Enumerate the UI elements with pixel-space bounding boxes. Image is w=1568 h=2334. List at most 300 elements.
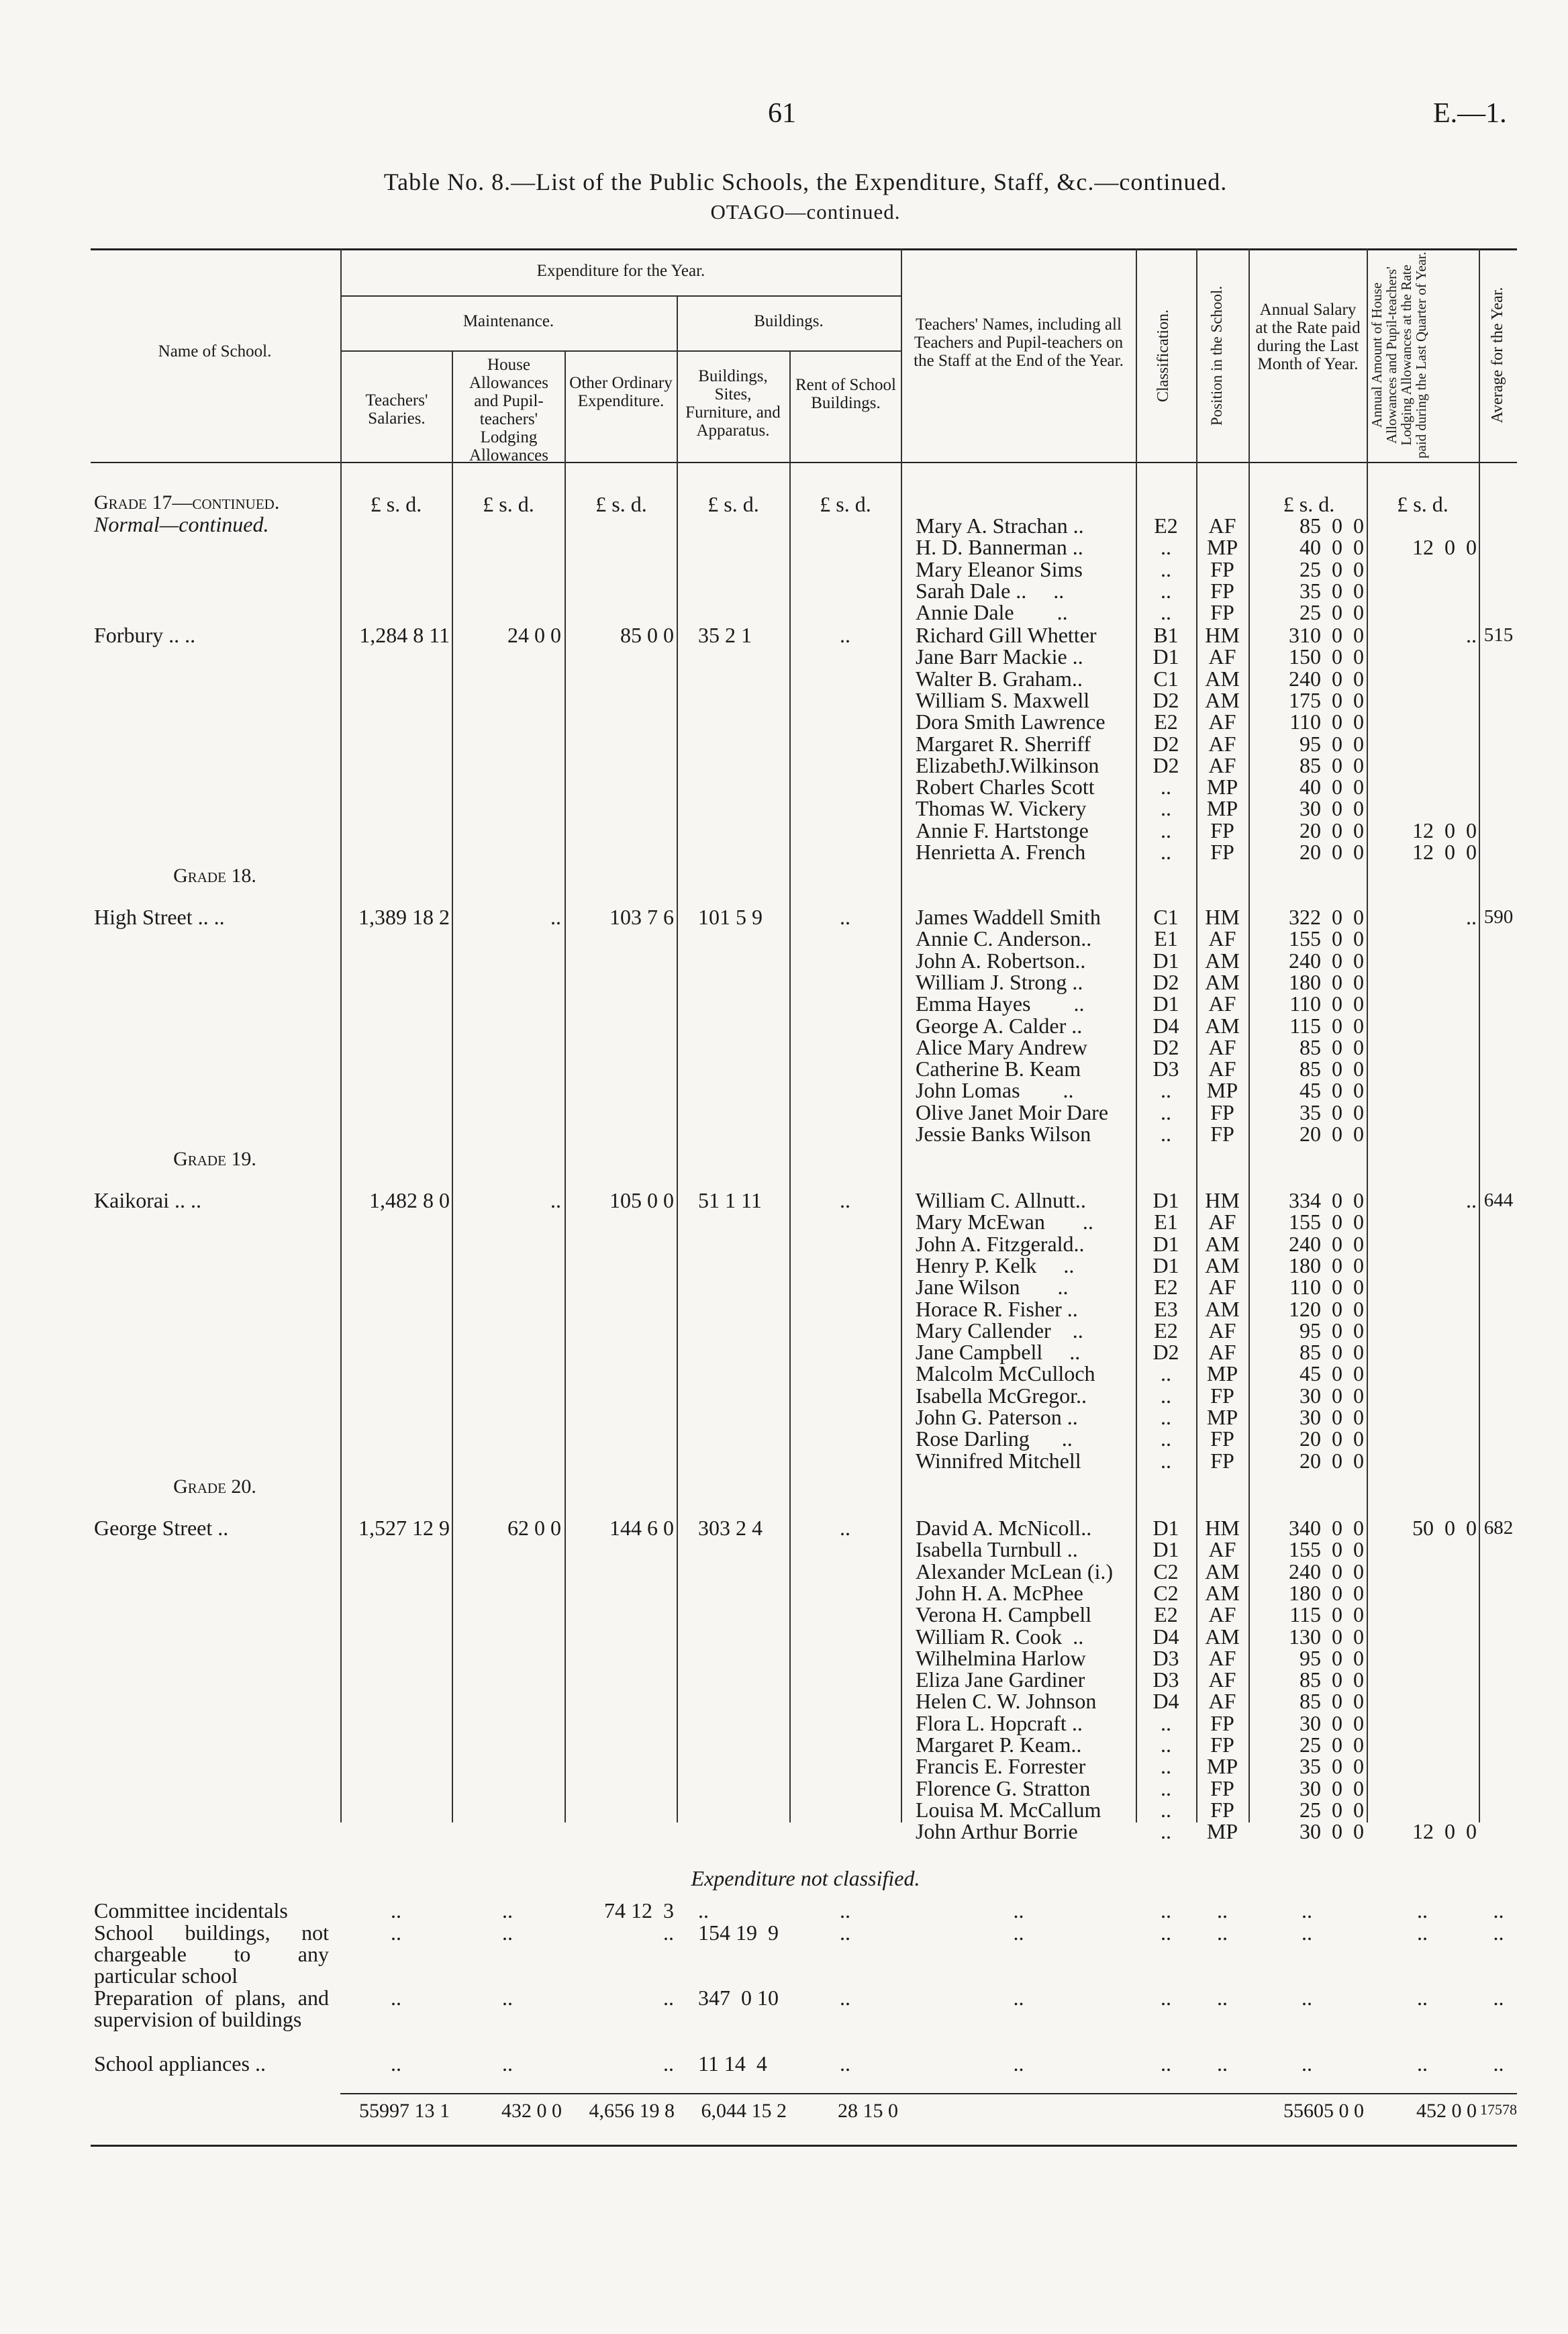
teacher-annual-salary: 25 0 0 (1300, 556, 1364, 581)
header-name-of-school: Name of School. (158, 342, 272, 360)
teacher-classification: .. (1161, 1710, 1171, 1735)
teacher-classification: .. (1161, 796, 1171, 821)
empty-cell: .. (1217, 2051, 1228, 2076)
teacher-classification: .. (1161, 1078, 1171, 1103)
teacher-classification: .. (1161, 556, 1171, 581)
teacher-classification: .. (1161, 840, 1171, 864)
teacher-position: AF (1208, 514, 1236, 538)
empty-cell: .. (502, 2051, 513, 2076)
teacher-position: AF (1208, 1340, 1236, 1365)
average-attendance: 682 (1483, 1517, 1514, 1539)
teacher-position: HM (1205, 623, 1240, 647)
buildings-expenditure: 51 1 11 (698, 1188, 762, 1212)
teacher-name: Jane Barr Mackie .. (916, 644, 1083, 669)
empty-cell: .. (1217, 1920, 1228, 1945)
teacher-position: MP (1206, 535, 1238, 560)
unit-lsd: £ s. d. (1283, 492, 1335, 516)
empty-cell: .. (1302, 1986, 1312, 2010)
teacher-classification: .. (1161, 1383, 1171, 1408)
total-annual-salary: 55605 0 0 (1283, 2100, 1364, 2122)
empty-cell: .. (840, 1920, 850, 1945)
unit-lsd: £ s. d. (707, 492, 759, 516)
teacher-classification: D2 (1153, 969, 1179, 994)
teacher-name: Mary Callender .. (916, 1318, 1083, 1343)
house-allowances: .. (550, 905, 561, 929)
teacher-classification: D1 (1153, 1537, 1179, 1562)
header-annual-salary: Annual Salary at the Rate paid during the Last Month of Year. (1255, 301, 1361, 373)
teacher-name: Sarah Dale .. .. (916, 578, 1065, 603)
teacher-name: Flora L. Hopcraft .. (916, 1710, 1083, 1735)
teacher-name: Rose Darling .. (916, 1426, 1073, 1451)
col-divider (1367, 248, 1368, 1822)
empty-cell: .. (1217, 1898, 1228, 1923)
table-subtitle: OTAGO—continued. (710, 200, 901, 224)
buildings-expenditure: 101 5 9 (698, 905, 763, 929)
other-expenditure: 85 0 0 (620, 623, 674, 647)
teacher-name: William S. Maxwell (916, 687, 1090, 712)
teacher-classification: E1 (1154, 1210, 1178, 1234)
teacher-position: MP (1206, 796, 1238, 821)
teacher-position: AM (1205, 1296, 1240, 1321)
teacher-classification: .. (1161, 1797, 1171, 1822)
teacher-position: FP (1210, 1426, 1234, 1451)
teacher-annual-salary: 310 0 0 (1289, 623, 1364, 647)
teacher-allowance: 12 0 0 (1412, 840, 1477, 864)
teacher-annual-salary: 85 0 0 (1300, 1667, 1364, 1692)
teacher-annual-salary: 40 0 0 (1300, 535, 1364, 560)
teacher-classification: E2 (1154, 514, 1178, 538)
teacher-name: William R. Cook .. (916, 1624, 1084, 1649)
teacher-name: John A. Robertson.. (916, 948, 1086, 973)
col-divider (452, 350, 453, 1822)
empty-cell: .. (1013, 1920, 1024, 1945)
school-name: George Street .. (94, 1516, 229, 1540)
teacher-annual-salary: 155 0 0 (1289, 926, 1364, 951)
teacher-classification: D1 (1153, 948, 1179, 973)
teacher-position: AM (1205, 1253, 1240, 1277)
teacher-position: FP (1210, 556, 1234, 581)
teacher-name: ElizabethJ.Wilkinson (916, 752, 1099, 777)
teacher-annual-salary: 110 0 0 (1289, 991, 1364, 1016)
teacher-classification: .. (1161, 1733, 1171, 1757)
teacher-allowance: .. (1466, 905, 1477, 929)
teacher-annual-salary: 30 0 0 (1300, 796, 1364, 821)
empty-cell: .. (1013, 2051, 1024, 2076)
teacher-name: Annie Dale .. (916, 600, 1068, 625)
teacher-allowance: 12 0 0 (1412, 1819, 1477, 1844)
teacher-annual-salary: 240 0 0 (1289, 1231, 1364, 1256)
teacher-name: Isabella McGregor.. (916, 1383, 1087, 1408)
teacher-position: FP (1210, 1733, 1234, 1757)
teacher-annual-salary: 85 0 0 (1300, 1034, 1364, 1059)
empty-cell: .. (391, 1898, 401, 1923)
teacher-allowance: 50 0 0 (1412, 1516, 1477, 1540)
teacher-position: AM (1205, 1231, 1240, 1256)
document-reference: E.—1. (1433, 98, 1507, 129)
teacher-annual-salary: 40 0 0 (1300, 775, 1364, 799)
rent: .. (840, 1188, 850, 1212)
teacher-position: AM (1205, 969, 1240, 994)
col-divider (789, 350, 791, 1822)
teacher-position: AM (1205, 1559, 1240, 1584)
teacher-annual-salary: 115 0 0 (1289, 1602, 1364, 1627)
teacher-annual-salary: 110 0 0 (1289, 710, 1364, 734)
teacher-classification: D1 (1153, 1188, 1179, 1212)
total-rent: 28 15 0 (838, 2100, 898, 2122)
school-name: Forbury .. .. (94, 623, 196, 647)
header-top-rule (91, 248, 1517, 250)
teacher-name: Margaret R. Sherriff (916, 731, 1091, 756)
teacher-classification: D1 (1153, 644, 1179, 669)
empty-cell: .. (1493, 1898, 1504, 1923)
teacher-allowance: .. (1466, 623, 1477, 647)
empty-cell: .. (1161, 1920, 1171, 1945)
total-salaries: 55997 13 1 (359, 2100, 450, 2122)
teacher-classification: C1 (1153, 666, 1179, 691)
header-annual-amount: Annual Amount of House Allowances and Pupil-teachers' Lodging Allowances at the Rate paid during the Last Quarter of Year. (1369, 252, 1429, 458)
teacher-annual-salary: 175 0 0 (1289, 687, 1364, 712)
rent: .. (840, 623, 850, 647)
table-bottom-rule (91, 2145, 1517, 2147)
unit-lsd: £ s. d. (1397, 492, 1449, 516)
house-allowances: .. (550, 1188, 561, 1212)
header-maintenance: Maintenance. (462, 312, 554, 330)
other-expenditure: 105 0 0 (609, 1188, 674, 1212)
teacher-annual-salary: 85 0 0 (1300, 1689, 1364, 1714)
teacher-name: Mary Eleanor Sims (916, 556, 1083, 581)
totals-top-rule (340, 2093, 1517, 2094)
buildings-expenditure: 35 2 1 (698, 623, 752, 647)
teacher-position: AF (1208, 1689, 1236, 1714)
teacher-annual-salary: 25 0 0 (1300, 1797, 1364, 1822)
col-divider (340, 248, 342, 1822)
teacher-position: AF (1208, 1034, 1236, 1059)
teacher-annual-salary: 155 0 0 (1289, 1210, 1364, 1234)
teacher-classification: .. (1161, 1776, 1171, 1800)
teacher-position: FP (1210, 1448, 1234, 1473)
teacher-classification: D1 (1153, 1516, 1179, 1540)
teacher-position: AF (1208, 1667, 1236, 1692)
teacher-classification: .. (1161, 1405, 1171, 1429)
header-rule-expenditure (340, 295, 901, 297)
not-classified-buildings: 11 14 4 (698, 2051, 767, 2076)
header-classification: Classification. (1155, 309, 1172, 402)
teacher-annual-salary: 85 0 0 (1300, 752, 1364, 777)
teacher-annual-salary: 35 0 0 (1300, 1754, 1364, 1779)
total-average: 17578 (1480, 2101, 1517, 2118)
teacher-position: FP (1210, 600, 1234, 625)
empty-cell: .. (1417, 2051, 1428, 2076)
teacher-classification: D2 (1153, 687, 1179, 712)
teacher-name: David A. McNicoll.. (916, 1516, 1092, 1540)
teacher-position: AM (1205, 687, 1240, 712)
teacher-classification: .. (1161, 1448, 1171, 1473)
teacher-classification: E2 (1154, 1318, 1178, 1343)
page-number: 61 (768, 98, 796, 129)
teacher-name: Emma Hayes .. (916, 991, 1085, 1016)
teacher-position: AF (1208, 1210, 1236, 1234)
not-classified-other: .. (663, 1920, 674, 1945)
teacher-classification: D1 (1153, 1231, 1179, 1256)
empty-cell: .. (1013, 1986, 1024, 2010)
teacher-position: AF (1208, 1602, 1236, 1627)
teacher-annual-salary: 20 0 0 (1300, 1122, 1364, 1146)
teacher-position: HM (1205, 905, 1240, 929)
teacher-name: Alexander McLean (i.) (916, 1559, 1114, 1584)
not-classified-label: School buildings, not chargeable to any particular school (94, 1920, 329, 1988)
teacher-classification: C1 (1153, 905, 1179, 929)
header-rule-subgroups (340, 350, 901, 352)
teacher-position: AM (1205, 1624, 1240, 1649)
teacher-annual-salary: 95 0 0 (1300, 731, 1364, 756)
total-buildings: 6,044 15 2 (701, 2100, 787, 2122)
teacher-position: HM (1205, 1188, 1240, 1212)
teacher-name: Wilhelmina Harlow (916, 1645, 1086, 1670)
not-classified-buildings: 347 0 10 (698, 1986, 779, 2010)
empty-cell: .. (1302, 2051, 1312, 2076)
teacher-name: Malcolm McCulloch (916, 1361, 1095, 1386)
header-rent: Rent of School Buildings. (795, 376, 896, 412)
unit-lsd: £ s. d. (595, 492, 647, 516)
empty-cell: .. (1161, 1898, 1171, 1923)
teacher-classification: .. (1161, 1100, 1171, 1124)
empty-cell: .. (840, 1986, 850, 2010)
teacher-position: AF (1208, 926, 1236, 951)
teacher-allowance: 12 0 0 (1412, 535, 1477, 560)
teacher-classification: D4 (1153, 1624, 1179, 1649)
empty-cell: .. (1217, 1986, 1228, 2010)
empty-cell: .. (502, 1898, 513, 1923)
teachers-salaries: 1,482 8 0 (369, 1188, 450, 1212)
teacher-position: FP (1210, 1100, 1234, 1124)
teacher-annual-salary: 45 0 0 (1300, 1078, 1364, 1103)
other-expenditure: 144 6 0 (609, 1516, 674, 1540)
teacher-position: AM (1205, 948, 1240, 973)
teacher-classification: D2 (1153, 752, 1179, 777)
total-other: 4,656 19 8 (589, 2100, 675, 2122)
teacher-annual-salary: 95 0 0 (1300, 1645, 1364, 1670)
teacher-position: FP (1210, 1122, 1234, 1146)
teacher-name: William C. Allnutt.. (916, 1188, 1086, 1212)
teacher-classification: .. (1161, 818, 1171, 842)
teacher-annual-salary: 35 0 0 (1300, 1100, 1364, 1124)
teacher-classification: E1 (1154, 926, 1178, 951)
teacher-name: Walter B. Graham.. (916, 666, 1083, 691)
average-attendance: 515 (1483, 624, 1514, 646)
teacher-classification: D3 (1153, 1645, 1179, 1670)
teacher-classification: D4 (1153, 1689, 1179, 1714)
teacher-name: James Waddell Smith (916, 905, 1101, 929)
teacher-position: AF (1208, 731, 1236, 756)
empty-cell: .. (840, 1898, 850, 1923)
header-buildings-sites: Buildings, Sites, Furniture, and Apparatus. (685, 367, 781, 440)
teachers-salaries: 1,284 8 11 (359, 623, 450, 647)
teachers-salaries: 1,389 18 2 (358, 905, 450, 929)
teacher-name: Jessie Banks Wilson (916, 1122, 1091, 1146)
header-expenditure: Expenditure for the Year. (536, 262, 705, 280)
empty-cell: .. (1161, 2051, 1171, 2076)
teacher-name: Richard Gill Whetter (916, 623, 1097, 647)
teacher-position: AF (1208, 1057, 1236, 1081)
empty-cell: .. (1493, 2051, 1504, 2076)
header-position: Position in the School. (1208, 285, 1225, 426)
teacher-classification: D3 (1153, 1057, 1179, 1081)
teacher-classification: .. (1161, 1426, 1171, 1451)
teacher-name: Margaret P. Keam.. (916, 1733, 1082, 1757)
empty-cell: .. (1493, 1986, 1504, 2010)
grade-label: Grade 19. (173, 1148, 256, 1170)
teacher-annual-salary: 20 0 0 (1300, 818, 1364, 842)
teacher-classification: .. (1161, 775, 1171, 799)
teacher-classification: D2 (1153, 1034, 1179, 1059)
not-classified-heading: Expenditure not classified. (691, 1866, 920, 1890)
teacher-name: Thomas W. Vickery (916, 796, 1087, 821)
col-divider (901, 248, 902, 1822)
teacher-classification: C2 (1153, 1559, 1179, 1584)
teacher-position: AM (1205, 1013, 1240, 1038)
teacher-annual-salary: 35 0 0 (1300, 578, 1364, 603)
rent: .. (840, 905, 850, 929)
teacher-name: Annie C. Anderson.. (916, 926, 1092, 951)
teacher-position: FP (1210, 818, 1234, 842)
teacher-classification: D3 (1153, 1667, 1179, 1692)
unit-lsd: £ s. d. (483, 492, 534, 516)
teacher-position: AF (1208, 644, 1236, 669)
teacher-annual-salary: 110 0 0 (1289, 1275, 1364, 1300)
teacher-name: Mary A. Strachan .. (916, 514, 1084, 538)
empty-cell: .. (1013, 1898, 1024, 1923)
teacher-position: MP (1206, 1754, 1238, 1779)
teacher-position: MP (1206, 775, 1238, 799)
school-name: Normal—continued. (94, 512, 269, 536)
other-expenditure: 103 7 6 (609, 905, 674, 929)
teacher-position: FP (1210, 578, 1234, 603)
teacher-classification: E2 (1154, 1275, 1178, 1300)
header-average: Average for the Year. (1489, 287, 1506, 424)
teacher-name: Florence G. Stratton (916, 1776, 1091, 1800)
teacher-position: AF (1208, 991, 1236, 1016)
average-attendance: 590 (1483, 906, 1514, 928)
teacher-position: MP (1206, 1361, 1238, 1386)
teacher-position: FP (1210, 840, 1234, 864)
teacher-name: John Arthur Borrie (916, 1819, 1078, 1844)
teacher-name: John Lomas .. (916, 1078, 1074, 1103)
average-attendance: 644 (1483, 1189, 1514, 1211)
teacher-position: AF (1208, 1318, 1236, 1343)
teacher-annual-salary: 30 0 0 (1300, 1819, 1364, 1844)
teacher-annual-salary: 30 0 0 (1300, 1405, 1364, 1429)
school-name: Kaikorai .. .. (94, 1188, 201, 1212)
grade-label: Grade 17—continued. (94, 491, 280, 514)
teacher-annual-salary: 180 0 0 (1289, 1253, 1364, 1277)
teacher-name: John A. Fitzgerald.. (916, 1231, 1085, 1256)
not-classified-other: .. (663, 2051, 674, 2076)
header-buildings-group: Buildings. (754, 312, 824, 330)
teacher-annual-salary: 180 0 0 (1289, 969, 1364, 994)
teacher-classification: E2 (1154, 710, 1178, 734)
teacher-name: Mary McEwan .. (916, 1210, 1093, 1234)
teacher-name: Henrietta A. French (916, 840, 1086, 864)
table-title: Table No. 8.—List of the Public Schools, the Expenditure, Staff, &c.—continued. (383, 168, 1228, 195)
teacher-name: John H. A. McPhee (916, 1580, 1083, 1605)
teacher-annual-salary: 240 0 0 (1289, 666, 1364, 691)
teacher-name: Annie F. Hartstonge (916, 818, 1089, 842)
not-classified-label: Preparation of plans, and supervision of buildings (94, 1986, 329, 2031)
teacher-name: Verona H. Campbell (916, 1602, 1092, 1627)
teacher-annual-salary: 240 0 0 (1289, 948, 1364, 973)
teacher-classification: D2 (1153, 1340, 1179, 1365)
teachers-salaries: 1,527 12 9 (358, 1516, 450, 1540)
buildings-expenditure: 303 2 4 (698, 1516, 763, 1540)
empty-cell: .. (1417, 1920, 1428, 1945)
teacher-annual-salary: 95 0 0 (1300, 1318, 1364, 1343)
teacher-position: FP (1210, 1383, 1234, 1408)
teacher-name: Winnifred Mitchell (916, 1448, 1081, 1473)
teacher-classification: .. (1161, 600, 1171, 625)
teacher-classification: D4 (1153, 1013, 1179, 1038)
col-divider (677, 295, 678, 1822)
teacher-name: Francis E. Forrester (916, 1754, 1086, 1779)
teacher-name: H. D. Bannerman .. (916, 535, 1083, 560)
teacher-classification: E3 (1154, 1296, 1178, 1321)
grade-label: Grade 20. (173, 1475, 256, 1498)
not-classified-buildings: .. (698, 1898, 709, 1923)
teacher-annual-salary: 150 0 0 (1289, 644, 1364, 669)
teacher-annual-salary: 322 0 0 (1289, 905, 1364, 929)
teacher-annual-salary: 30 0 0 (1300, 1776, 1364, 1800)
not-classified-label: Committee incidentals (94, 1898, 288, 1923)
teacher-position: FP (1210, 1710, 1234, 1735)
teacher-name: Jane Campbell .. (916, 1340, 1081, 1365)
teacher-allowance: .. (1466, 1188, 1477, 1212)
house-allowances: 62 0 0 (507, 1516, 561, 1540)
col-divider (565, 350, 566, 1822)
empty-cell: .. (502, 1986, 513, 2010)
teacher-position: HM (1205, 1516, 1240, 1540)
empty-cell: .. (391, 1920, 401, 1945)
teacher-position: MP (1206, 1819, 1238, 1844)
teacher-annual-salary: 45 0 0 (1300, 1361, 1364, 1386)
teacher-position: FP (1210, 1797, 1234, 1822)
teacher-allowance: 12 0 0 (1412, 818, 1477, 842)
teacher-name: Robert Charles Scott (916, 775, 1095, 799)
teacher-classification: .. (1161, 1122, 1171, 1146)
teacher-classification: .. (1161, 578, 1171, 603)
header-house-allowances: House Allowances and Pupil-teachers' Lodging Allowances (469, 356, 549, 465)
teacher-position: AM (1205, 1580, 1240, 1605)
not-classified-buildings: 154 19 9 (698, 1920, 779, 1945)
teacher-name: Helen C. W. Johnson (916, 1689, 1097, 1714)
teacher-annual-salary: 20 0 0 (1300, 1426, 1364, 1451)
not-classified-other: .. (663, 1986, 674, 2010)
empty-cell: .. (1302, 1920, 1312, 1945)
teacher-name: Louisa M. McCallum (916, 1797, 1101, 1822)
teacher-annual-salary: 25 0 0 (1300, 1733, 1364, 1757)
total-house: 432 0 0 (501, 2100, 562, 2122)
teacher-annual-salary: 20 0 0 (1300, 840, 1364, 864)
teacher-annual-salary: 340 0 0 (1289, 1516, 1364, 1540)
rent: .. (840, 1516, 850, 1540)
total-allowances: 452 0 0 (1416, 2100, 1477, 2122)
teacher-name: Olive Janet Moir Dare (916, 1100, 1109, 1124)
teacher-annual-salary: 85 0 0 (1300, 1057, 1364, 1081)
teacher-annual-salary: 240 0 0 (1289, 1559, 1364, 1584)
teacher-annual-salary: 30 0 0 (1300, 1383, 1364, 1408)
teacher-name: Dora Smith Lawrence (916, 710, 1106, 734)
teacher-position: MP (1206, 1078, 1238, 1103)
teacher-name: Eliza Jane Gardiner (916, 1667, 1085, 1692)
empty-cell: .. (502, 1920, 513, 1945)
